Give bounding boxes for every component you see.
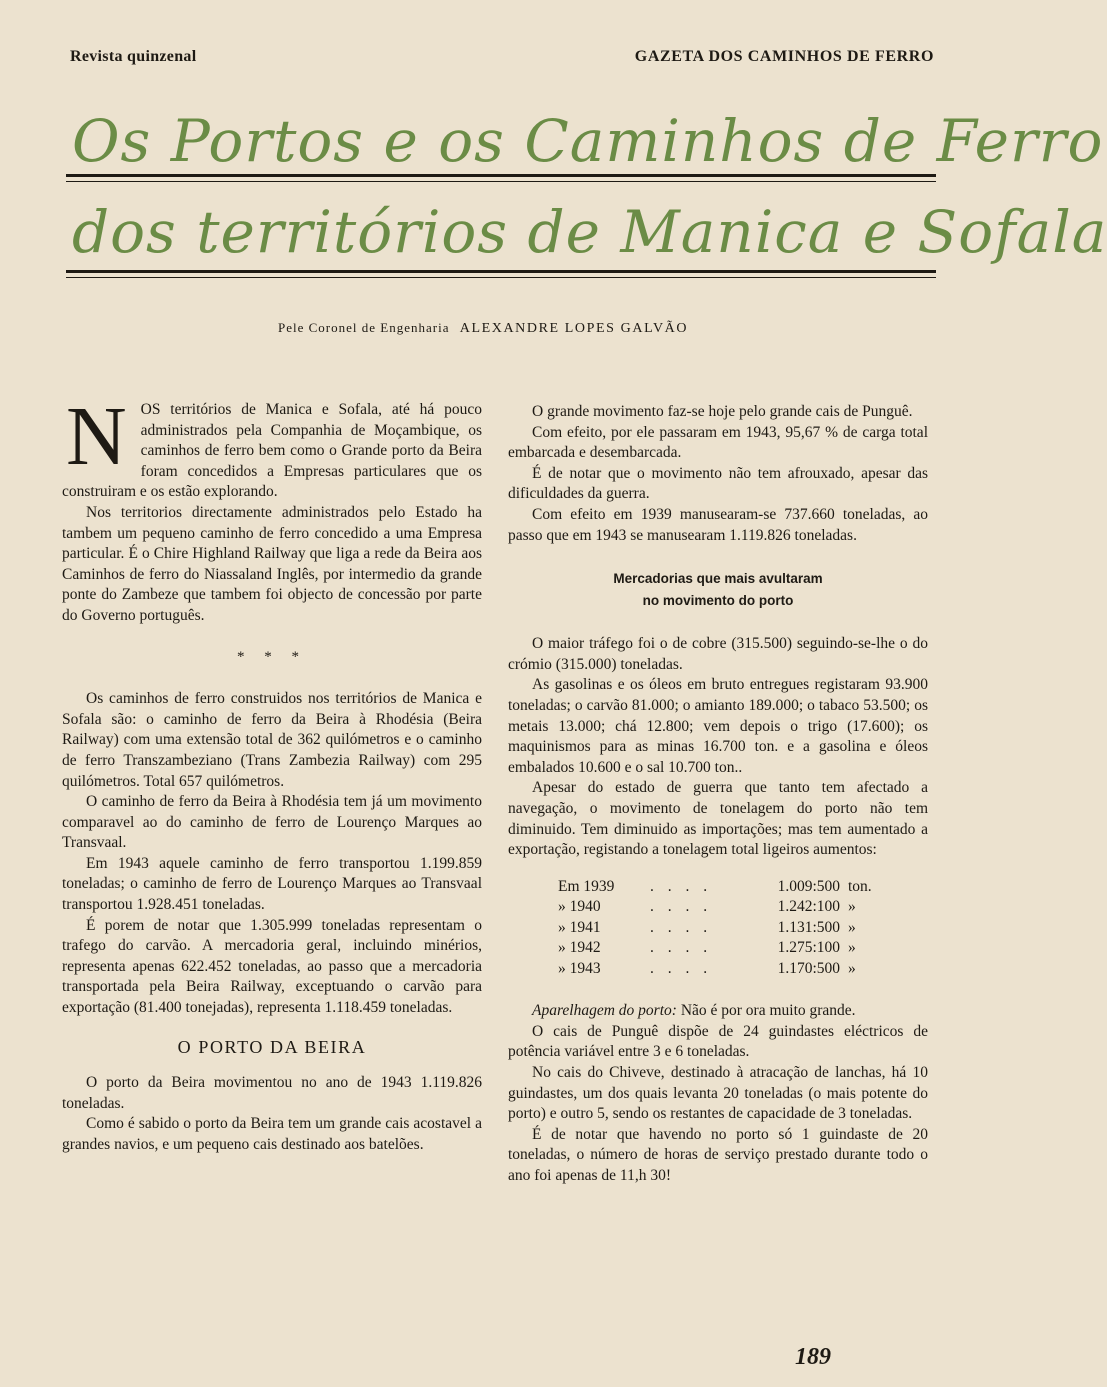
table-cell-unit: » (848, 939, 856, 957)
paragraph: É de notar que o movimento não tem afrouxado, apesar das dificuldades da guerra. (508, 464, 928, 503)
table-row (558, 897, 872, 918)
paragraph: As gasolinas e os óleos em bruto entregues registaram 93.900 toneladas; o carvão 81.000; o amianto 189.000; o tabaco 53.500; os metais 13.000; chá 12.800; vem depois o trigo (17.600); os maquinismos para as minas 16.700 ton. e a gasolina e óleos embalados 10.600 e o sal 10.700 ton.. (508, 676, 928, 776)
table-cell-dots: . . . . (650, 959, 713, 977)
table-row (558, 918, 872, 939)
page-number: 189 (795, 1344, 831, 1370)
left-column (62, 390, 482, 1156)
byline-author: ALEXANDRE LOPES GALVÃO (459, 321, 689, 336)
article-title-line-1: Os Portos e os Caminhos de Ferro (72, 107, 1104, 175)
table-cell-value: 1.009:500 (777, 877, 840, 895)
table-row (558, 959, 872, 980)
table-cell-dots: . . . . (650, 918, 713, 936)
paragraph: O maior tráfego foi o de cobre (315.500) seguindo-se-lhe o do crómio (315.000) toneladas. (508, 635, 928, 673)
table-cell-year: » 1942 (558, 939, 601, 957)
title-rule-top-thick (66, 174, 936, 177)
table-cell-value: 1.131:500 (777, 918, 840, 936)
paragraph-label: Aparelhagem do porto: (532, 1002, 677, 1020)
journal-title: GAZETA DOS CAMINHOS DE FERRO (634, 48, 934, 65)
paragraph-text: Não é por ora muito grande. (676, 1002, 856, 1020)
paragraph: Nos territorios directamente administrados pelo Estado ha tambem um pequeno caminho de ferro concedido a uma Empresa particular. É o Chire Highland Railway que liga a rede da Beira aos Caminhos de ferro do Niassaland Inglês, por intermedio da grande ponte do Zambeze que tambem foi objecto de concessão por parte do Governo português. (62, 503, 482, 624)
paragraph: Apesar do estado de guerra que tanto tem afectado a navegação, o movimento de tonelagem do porto não tem diminuido. Tem diminuido as importações; mas tem aumentado a exportação, registando a tonelagem total ligeiros aumentos: (508, 779, 928, 859)
tonnage-table (558, 877, 872, 980)
table-cell-year: » 1940 (558, 898, 601, 916)
table-cell-value: 1.242:100 (777, 898, 840, 916)
paragraph (508, 1001, 928, 1022)
table-cell-unit: » (848, 898, 856, 916)
table-row (558, 938, 872, 959)
paragraph: Em 1943 aquele caminho de ferro transportou 1.199.859 toneladas; o caminho de ferro de Lourenço Marques ao Transvaal transportou 1.928.451 toneladas. (62, 854, 482, 914)
table-cell-year: » 1941 (558, 918, 601, 936)
section-title: O PORTO DA BEIRA (177, 1036, 367, 1057)
paragraph-text: OS territórios de Manica e Sofala, até há pouco administrados pela Companhia de Moçambique, os caminhos de ferro bem como o Grande porto da Beira foram concedidos a Empresas particulares que os construiram e os estão explorando. (62, 401, 482, 501)
table-cell-unit: » (848, 918, 856, 936)
section-separator: * * * (237, 648, 307, 665)
paragraph: Os caminhos de ferro construidos nos territórios de Manica e Sofala são: o caminho de ferro da Beira à Rhodésia (Beira Railway) com uma extensão total de 362 quilómetros e o caminho de ferro Transzambeziano (Trans Zambezia Railway) com 295 quilómetros. Total 657 quilómetros. (62, 690, 482, 790)
paragraph: O grande movimento faz-se hoje pelo grande cais de Punguê. (532, 403, 913, 420)
subsection-title-line: no movimento do porto (642, 593, 794, 609)
table-cell-value: 1.275:100 (777, 939, 840, 957)
table-row (558, 877, 872, 898)
title-rule-top-thin (66, 181, 936, 182)
paragraph: Como é sabido o porto da Beira tem um grande cais acostavel a grandes navios, e um pequeno cais destinado aos batelões. (62, 1115, 482, 1153)
table-cell-unit: » (848, 959, 856, 977)
paragraph: O porto da Beira movimentou no ano de 1943 1.119.826 toneladas. (62, 1074, 482, 1112)
table-cell-value: 1.170:500 (777, 959, 840, 977)
right-column (508, 402, 928, 1187)
paragraph: É de notar que havendo no porto só 1 guindaste de 20 toneladas, o número de horas de serviço prestado durante todo o ano foi apenas de 11,h 30! (508, 1125, 928, 1184)
table-cell-dots: . . . . (650, 939, 713, 957)
table-cell-year: Em 1939 (558, 877, 615, 895)
paragraph: O cais de Punguê dispõe de 24 guindastes eléctricos de potência variável entre 3 e 6 toneladas. (508, 1022, 928, 1061)
table-cell-dots: . . . . (650, 898, 713, 916)
subsection-title-line: Mercadorias que mais avultaram (613, 571, 823, 587)
table-cell-dots: . . . . (650, 877, 713, 895)
paragraph: Com efeito em 1939 manusearam-se 737.660 toneladas, ao passo que em 1943 se manusearam 1.119.826 toneladas. (508, 505, 928, 544)
table-cell-unit: ton. (848, 877, 872, 895)
paragraph: Com efeito, por ele passaram em 1943, 95,67 % de carga total embarcada e desembarcada. (508, 423, 928, 462)
subsection-title (508, 568, 928, 612)
paragraph: O caminho de ferro da Beira à Rhodésia tem já um movimento comparavel ao do caminho de ferro de Lourenço Marques ao Transvaal. (62, 793, 482, 852)
article-title-line-2: dos territórios de Manica e Sofala (72, 198, 1107, 266)
table-cell-year: » 1943 (558, 959, 601, 977)
paragraph: No cais do Chiveve, destinado à atracação de lanchas, há 10 guindastes, um dos quais levanta 20 toneladas (o mais potente do porto) e outro 5, sendo os restantes de capacidade de 3 toneladas. (508, 1063, 928, 1123)
paragraph: É porem de notar que 1.305.999 toneladas representam o trafego do carvão. A mercadoria geral, incluindo minérios, representa apenas 622.452 toneladas, ao passo que a mercadoria transportada pela Beira Railway, exceptuando o carvão para exportação (81.400 tonejadas), representa 1.118.459 toneladas. (62, 916, 482, 1017)
title-rule-bottom-thin (66, 277, 936, 278)
journal-frequency: Revista quinzenal (70, 48, 197, 65)
title-rule-bottom-thick (66, 270, 936, 273)
drop-cap: N (66, 390, 127, 483)
byline (278, 320, 688, 337)
byline-prefix: Pele Coronel de Engenharia (278, 320, 450, 335)
paragraph (62, 390, 482, 503)
